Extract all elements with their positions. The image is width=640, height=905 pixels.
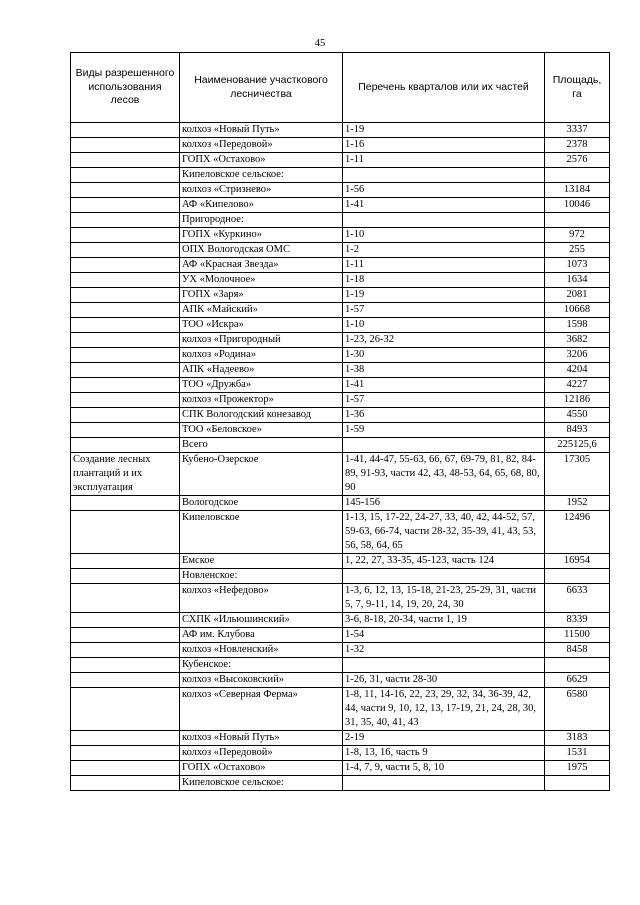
blocks-list: 1-18 (343, 273, 545, 288)
blocks-list (343, 776, 545, 791)
blocks-list: 1-41, 44-47, 55-63, 66, 67, 69-79, 81, 82, 84-89, 91-93, части 42, 43, 48-53, 64, 65, 68, 80, 90 (343, 453, 545, 496)
table-row (71, 153, 610, 168)
forestry-name: ОПХ Вологодская ОМС (180, 243, 343, 258)
forestry-name: колхоз «Передовой» (180, 746, 343, 761)
forestry-name: Кипеловское сельское: (180, 776, 343, 791)
table-row (71, 496, 610, 511)
table-row (71, 776, 610, 791)
area-value (545, 776, 610, 791)
area-value (545, 168, 610, 183)
use-type-cell-empty (71, 153, 180, 168)
forestry-name: АФ «Кипелово» (180, 198, 343, 213)
table-body-part2 (71, 453, 610, 791)
blocks-list: 1-2 (343, 243, 545, 258)
table-row (71, 673, 610, 688)
area-value (545, 569, 610, 584)
use-type-cell-empty (71, 746, 180, 761)
area-value: 6633 (545, 584, 610, 613)
total-blocks-empty (343, 438, 545, 453)
use-type-cell-empty (71, 511, 180, 554)
area-value: 3682 (545, 333, 610, 348)
table-row (71, 183, 610, 198)
forestry-name: колхоз «Нефедово» (180, 584, 343, 613)
table-row (71, 378, 610, 393)
table-row (71, 198, 610, 213)
table-row (71, 688, 610, 731)
forestry-name: АФ «Красная Звезда» (180, 258, 343, 273)
table-row (71, 123, 610, 138)
table-row (71, 318, 610, 333)
area-value: 255 (545, 243, 610, 258)
use-type-cell-empty (71, 643, 180, 658)
blocks-list: 1-57 (343, 393, 545, 408)
area-value: 2378 (545, 138, 610, 153)
forest-use-table (70, 52, 610, 791)
forestry-name: колхоз «Передовой» (180, 138, 343, 153)
blocks-list: 1, 22, 27, 33-35, 45-123, часть 124 (343, 554, 545, 569)
use-type-cell-empty (71, 613, 180, 628)
blocks-list: 1-41 (343, 198, 545, 213)
use-type-cell-empty (71, 628, 180, 643)
blocks-list: 1-10 (343, 228, 545, 243)
blocks-list: 1-59 (343, 423, 545, 438)
table-row (71, 613, 610, 628)
area-value: 1975 (545, 761, 610, 776)
blocks-list: 1-10 (343, 318, 545, 333)
area-value: 8493 (545, 423, 610, 438)
table-row (71, 746, 610, 761)
use-type-cell-empty (71, 569, 180, 584)
blocks-list: 1-16 (343, 138, 545, 153)
forestry-name: СПК Вологодский конезавод (180, 408, 343, 423)
area-value: 6580 (545, 688, 610, 731)
blocks-list: 1-19 (343, 288, 545, 303)
forestry-name: ГОПХ «Куркино» (180, 228, 343, 243)
forestry-name: колхоз «Северная Ферма» (180, 688, 343, 731)
area-value: 972 (545, 228, 610, 243)
area-value: 2081 (545, 288, 610, 303)
table-row (71, 303, 610, 318)
table-row (71, 348, 610, 363)
use-type-cell-empty (71, 584, 180, 613)
blocks-list: 1-3, 6, 12, 13, 15-18, 21-23, 25-29, 31, части 5, 7, 9-11, 14, 19, 20, 24, 30 (343, 584, 545, 613)
area-value: 12496 (545, 511, 610, 554)
table-row (71, 628, 610, 643)
use-type-cell-empty (71, 496, 180, 511)
table-row (71, 569, 610, 584)
table-row (71, 761, 610, 776)
blocks-list: 1-23, 26-32 (343, 333, 545, 348)
forestry-name: АПК «Майский» (180, 303, 343, 318)
area-value: 4227 (545, 378, 610, 393)
area-value: 3206 (545, 348, 610, 363)
blocks-list: 3-6, 8-18, 20-34, части 1, 19 (343, 613, 545, 628)
table-row (71, 393, 610, 408)
table-row (71, 273, 610, 288)
forestry-name: АПК «Надеево» (180, 363, 343, 378)
forestry-name: АФ им. Клубова (180, 628, 343, 643)
table-row (71, 423, 610, 438)
use-type-cell-empty (71, 318, 180, 333)
use-type-cell-empty (71, 776, 180, 791)
blocks-list: 1-57 (343, 303, 545, 318)
blocks-list (343, 658, 545, 673)
total-section (71, 438, 610, 453)
use-type-cell-empty (71, 658, 180, 673)
forestry-name: колхоз «Стризнево» (180, 183, 343, 198)
use-type-cell-empty (71, 761, 180, 776)
use-type-cell-empty (71, 673, 180, 688)
table-header-row (71, 53, 610, 123)
table-row (71, 643, 610, 658)
use-type-cell-empty (71, 731, 180, 746)
area-value: 4550 (545, 408, 610, 423)
table-row (71, 554, 610, 569)
table-row (71, 453, 610, 496)
table-row (71, 511, 610, 554)
total-empty-cell (71, 438, 180, 453)
blocks-list: 1-32 (343, 643, 545, 658)
total-area: 225125,6 (545, 438, 610, 453)
forestry-name: ГОПХ «Остахово» (180, 153, 343, 168)
table-row (71, 658, 610, 673)
header-area: Площадь, га (545, 53, 610, 123)
blocks-list: 1-19 (343, 123, 545, 138)
use-type-cell-empty (71, 423, 180, 438)
blocks-list: 1-41 (343, 378, 545, 393)
use-type-cell-empty (71, 258, 180, 273)
use-type-cell-empty (71, 183, 180, 198)
blocks-list: 2-19 (343, 731, 545, 746)
forestry-name: Вологодское (180, 496, 343, 511)
forestry-name: Кипеловское (180, 511, 343, 554)
table-row (71, 363, 610, 378)
area-value: 1634 (545, 273, 610, 288)
use-type-cell-empty (71, 348, 180, 363)
blocks-list: 1-11 (343, 153, 545, 168)
use-type-cell-empty (71, 288, 180, 303)
use-type-cell-empty (71, 363, 180, 378)
forestry-name: Пригородное: (180, 213, 343, 228)
forestry-name: ГОПХ «Заря» (180, 288, 343, 303)
use-type-cell-empty (71, 554, 180, 569)
use-type-cell-empty (71, 688, 180, 731)
forestry-name: СХПК «Ильюшинский» (180, 613, 343, 628)
forestry-name: Кубено-Озерское (180, 453, 343, 496)
table-row (71, 168, 610, 183)
forestry-name: колхоз «Родина» (180, 348, 343, 363)
forestry-name: Кипеловское сельское: (180, 168, 343, 183)
table-row (71, 213, 610, 228)
blocks-list: 145-156 (343, 496, 545, 511)
forestry-name: ТОО «Беловское» (180, 423, 343, 438)
table-row (71, 408, 610, 423)
area-value: 3337 (545, 123, 610, 138)
use-type-cell-empty (71, 168, 180, 183)
use-type-cell-empty (71, 123, 180, 138)
forestry-name: Кубенское: (180, 658, 343, 673)
table-row (71, 138, 610, 153)
table-row (71, 584, 610, 613)
area-value: 2576 (545, 153, 610, 168)
use-type-cell-empty (71, 213, 180, 228)
use-type-cell-empty (71, 273, 180, 288)
use-type-cell-empty (71, 138, 180, 153)
table-row (71, 288, 610, 303)
table-row (71, 228, 610, 243)
table-row (71, 243, 610, 258)
table-row (71, 731, 610, 746)
blocks-list: 1-56 (343, 183, 545, 198)
forestry-name: УХ «Молочное» (180, 273, 343, 288)
header-use-type: Виды разрешенного использования лесов (71, 53, 180, 123)
area-value (545, 658, 610, 673)
header-forestry: Наименование участкового лесничества (180, 53, 343, 123)
header-blocks: Перечень кварталов или их частей (343, 53, 545, 123)
forestry-name: колхоз «Новый Путь» (180, 731, 343, 746)
area-value: 13184 (545, 183, 610, 198)
blocks-list: 1-36 (343, 408, 545, 423)
use-type-cell-empty (71, 333, 180, 348)
area-value: 17305 (545, 453, 610, 496)
use-type-cell-empty (71, 228, 180, 243)
area-value: 8339 (545, 613, 610, 628)
forestry-name: Емское (180, 554, 343, 569)
area-value: 10668 (545, 303, 610, 318)
forestry-name: колхоз «Пригородный (180, 333, 343, 348)
use-type-cell-empty (71, 393, 180, 408)
use-type-cell-empty (71, 303, 180, 318)
area-value: 8458 (545, 643, 610, 658)
blocks-list: 1-8, 11, 14-16, 22, 23, 29, 32, 34, 36-39, 42, 44, части 9, 10, 12, 13, 17-19, 21, 24, 28, 30, 31, 35, 40, 41, 43 (343, 688, 545, 731)
area-value: 10046 (545, 198, 610, 213)
area-value: 4204 (545, 363, 610, 378)
forestry-name: Новленское: (180, 569, 343, 584)
blocks-list (343, 569, 545, 584)
area-value: 12186 (545, 393, 610, 408)
area-value (545, 213, 610, 228)
page-number: 45 (314, 38, 326, 49)
area-value: 1073 (545, 258, 610, 273)
area-value: 1531 (545, 746, 610, 761)
area-value: 11500 (545, 628, 610, 643)
use-type-cell-empty (71, 378, 180, 393)
table-row (71, 333, 610, 348)
blocks-list: 1-38 (343, 363, 545, 378)
forestry-name: колхоз «Новленский» (180, 643, 343, 658)
blocks-list: 1-30 (343, 348, 545, 363)
forestry-name: колхоз «Новый Путь» (180, 123, 343, 138)
blocks-list: 1-4, 7, 9, части 5, 8, 10 (343, 761, 545, 776)
blocks-list: 1-26, 31, части 28-30 (343, 673, 545, 688)
blocks-list (343, 168, 545, 183)
area-value: 1598 (545, 318, 610, 333)
forestry-name: ТОО «Искра» (180, 318, 343, 333)
blocks-list: 1-13, 15, 17-22, 24-27, 33, 40, 42, 44-52, 57, 59-63, 66-74, части 28-32, 35-39, 41, 43, 53, 56, 58, 64, 65 (343, 511, 545, 554)
forestry-name: ТОО «Дружба» (180, 378, 343, 393)
total-row (71, 438, 610, 453)
area-value: 3183 (545, 731, 610, 746)
area-value: 16954 (545, 554, 610, 569)
total-label: Всего (180, 438, 343, 453)
forestry-name: колхоз «Высоковский» (180, 673, 343, 688)
blocks-list: 1-8, 13, 16, часть 9 (343, 746, 545, 761)
table-row (71, 258, 610, 273)
use-type-cell: Создание лесных плантаций и их эксплуатация (71, 453, 180, 496)
blocks-list: 1-54 (343, 628, 545, 643)
use-type-cell-empty (71, 408, 180, 423)
table-body-part1 (71, 123, 610, 438)
forestry-name: колхоз «Прожектор» (180, 393, 343, 408)
use-type-cell-empty (71, 198, 180, 213)
forestry-name: ГОПХ «Остахово» (180, 761, 343, 776)
area-value: 1952 (545, 496, 610, 511)
use-type-cell-empty (71, 243, 180, 258)
blocks-list: 1-11 (343, 258, 545, 273)
blocks-list (343, 213, 545, 228)
area-value: 6629 (545, 673, 610, 688)
